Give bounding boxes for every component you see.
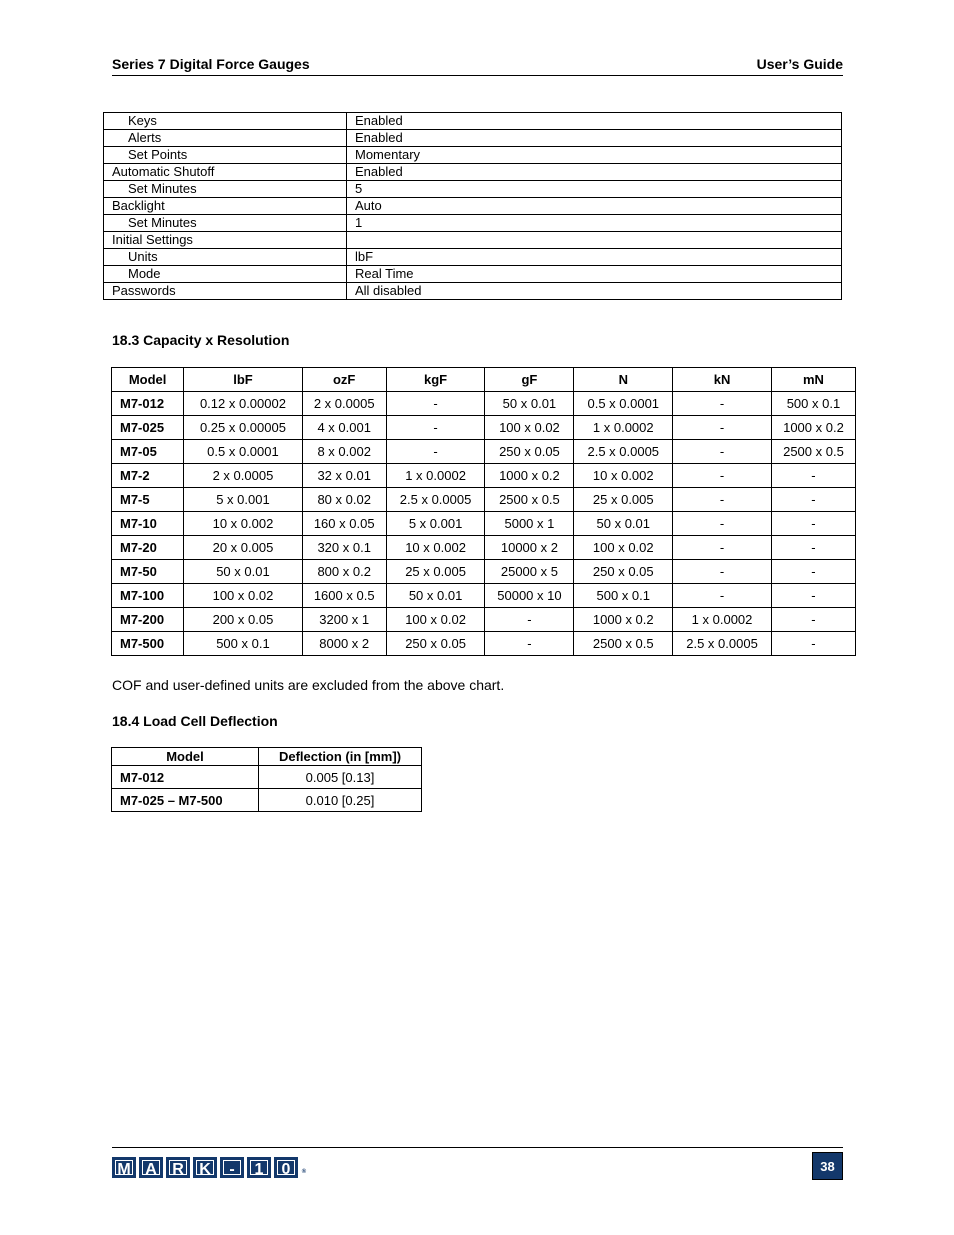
column-header: Model	[112, 748, 259, 766]
capacity-cell: -	[771, 464, 855, 488]
model-cell: M7-20	[112, 536, 184, 560]
table-row	[112, 512, 856, 536]
page-header	[112, 56, 843, 76]
setting-value: Momentary	[347, 147, 842, 164]
capacity-cell: 0.25 x 0.00005	[184, 416, 302, 440]
capacity-cell: -	[673, 560, 772, 584]
setting-name: Set Minutes	[104, 215, 347, 232]
capacity-cell: -	[771, 488, 855, 512]
setting-value	[347, 232, 842, 249]
table-row	[112, 608, 856, 632]
setting-value: Real Time	[347, 266, 842, 283]
capacity-cell: 5 x 0.001	[184, 488, 302, 512]
section-heading-deflection: 18.4 Load Cell Deflection	[112, 713, 278, 729]
capacity-cell: 250 x 0.05	[485, 440, 574, 464]
capacity-cell: 50000 x 10	[485, 584, 574, 608]
capacity-cell: 1000 x 0.2	[771, 416, 855, 440]
column-header: kgF	[386, 368, 485, 392]
capacity-cell: 50 x 0.01	[184, 560, 302, 584]
capacity-header-row	[112, 368, 856, 392]
capacity-cell: 50 x 0.01	[386, 584, 485, 608]
capacity-cell: -	[386, 416, 485, 440]
settings-row	[104, 283, 842, 300]
model-cell: M7-50	[112, 560, 184, 584]
capacity-cell: 500 x 0.1	[771, 392, 855, 416]
capacity-resolution-table	[111, 367, 856, 656]
capacity-cell: 10000 x 2	[485, 536, 574, 560]
setting-value: Enabled	[347, 113, 842, 130]
capacity-cell: 2500 x 0.5	[485, 488, 574, 512]
logo-letter: -	[220, 1157, 244, 1178]
capacity-cell: 25 x 0.005	[386, 560, 485, 584]
column-header: ozF	[302, 368, 386, 392]
setting-name: Set Points	[104, 147, 347, 164]
capacity-cell: 1000 x 0.2	[574, 608, 673, 632]
table-row	[112, 560, 856, 584]
settings-row	[104, 266, 842, 283]
capacity-cell: 10 x 0.002	[574, 464, 673, 488]
capacity-cell: -	[673, 488, 772, 512]
capacity-cell: 100 x 0.02	[485, 416, 574, 440]
setting-value: lbF	[347, 249, 842, 266]
capacity-cell: 1000 x 0.2	[485, 464, 574, 488]
capacity-cell: 2.5 x 0.0005	[673, 632, 772, 656]
column-header: Deflection (in [mm])	[259, 748, 422, 766]
capacity-cell: 1 x 0.0002	[386, 464, 485, 488]
setting-name: Automatic Shutoff	[104, 164, 347, 181]
capacity-cell: 1 x 0.0002	[574, 416, 673, 440]
capacity-cell: -	[673, 464, 772, 488]
column-header: kN	[673, 368, 772, 392]
capacity-cell: 8 x 0.002	[302, 440, 386, 464]
model-cell: M7-500	[112, 632, 184, 656]
capacity-cell: 250 x 0.05	[386, 632, 485, 656]
column-header: lbF	[184, 368, 302, 392]
capacity-cell: 2 x 0.0005	[302, 392, 386, 416]
settings-row	[104, 130, 842, 147]
logo-letter: M	[112, 1157, 136, 1178]
capacity-cell: 4 x 0.001	[302, 416, 386, 440]
footer-divider	[112, 1147, 843, 1148]
setting-name: Keys	[104, 113, 347, 130]
capacity-cell: -	[771, 512, 855, 536]
capacity-cell: -	[771, 560, 855, 584]
settings-row	[104, 232, 842, 249]
logo-letter: R	[166, 1157, 190, 1178]
capacity-cell: 2 x 0.0005	[184, 464, 302, 488]
capacity-cell: 10 x 0.002	[184, 512, 302, 536]
guide-label: User’s Guide	[756, 56, 843, 72]
setting-name: Units	[104, 249, 347, 266]
capacity-cell: 800 x 0.2	[302, 560, 386, 584]
settings-row	[104, 181, 842, 198]
capacity-cell: -	[673, 536, 772, 560]
table-row	[112, 632, 856, 656]
setting-value: Enabled	[347, 130, 842, 147]
capacity-cell: -	[771, 632, 855, 656]
model-cell: M7-10	[112, 512, 184, 536]
model-cell: M7-200	[112, 608, 184, 632]
load-cell-deflection-table	[111, 747, 422, 812]
capacity-cell: 20 x 0.005	[184, 536, 302, 560]
capacity-cell: 3200 x 1	[302, 608, 386, 632]
settings-row	[104, 215, 842, 232]
table-row	[112, 488, 856, 512]
capacity-cell: 10 x 0.002	[386, 536, 485, 560]
logo-letter: 1	[247, 1157, 271, 1178]
settings-row	[104, 249, 842, 266]
table-row	[112, 766, 422, 789]
capacity-cell: -	[673, 584, 772, 608]
model-cell: M7-100	[112, 584, 184, 608]
setting-name: Alerts	[104, 130, 347, 147]
capacity-cell: -	[771, 536, 855, 560]
column-header: N	[574, 368, 673, 392]
settings-table	[103, 112, 842, 300]
capacity-cell: -	[485, 632, 574, 656]
table-row	[112, 416, 856, 440]
capacity-cell: 500 x 0.1	[574, 584, 673, 608]
setting-value: 5	[347, 181, 842, 198]
section-heading-capacity: 18.3 Capacity x Resolution	[112, 332, 290, 348]
mark-10-logo	[112, 1157, 307, 1178]
setting-value: 1	[347, 215, 842, 232]
capacity-cell: 0.5 x 0.0001	[574, 392, 673, 416]
setting-name: Backlight	[104, 198, 347, 215]
deflection-cell: 0.005 [0.13]	[259, 766, 422, 789]
capacity-cell: -	[673, 512, 772, 536]
capacity-cell: 2500 x 0.5	[771, 440, 855, 464]
page-number: 38	[812, 1152, 843, 1180]
capacity-note: COF and user-defined units are excluded from the above chart.	[112, 677, 505, 693]
deflection-header-row	[112, 748, 422, 766]
table-row	[112, 789, 422, 812]
deflection-cell: 0.010 [0.25]	[259, 789, 422, 812]
model-cell: M7-025	[112, 416, 184, 440]
capacity-cell: -	[485, 608, 574, 632]
model-cell: M7-2	[112, 464, 184, 488]
table-row	[112, 440, 856, 464]
document-title: Series 7 Digital Force Gauges	[112, 56, 310, 72]
capacity-cell: 8000 x 2	[302, 632, 386, 656]
column-header: mN	[771, 368, 855, 392]
table-row	[112, 464, 856, 488]
column-header: gF	[485, 368, 574, 392]
setting-name: Set Minutes	[104, 181, 347, 198]
setting-name: Passwords	[104, 283, 347, 300]
model-cell: M7-5	[112, 488, 184, 512]
capacity-cell: 100 x 0.02	[184, 584, 302, 608]
capacity-cell: 5 x 0.001	[386, 512, 485, 536]
capacity-cell: 1600 x 0.5	[302, 584, 386, 608]
column-header: Model	[112, 368, 184, 392]
logo-letter: A	[139, 1157, 163, 1178]
capacity-cell: 250 x 0.05	[574, 560, 673, 584]
capacity-cell: -	[673, 440, 772, 464]
settings-row	[104, 113, 842, 130]
capacity-cell: 160 x 0.05	[302, 512, 386, 536]
capacity-cell: 25 x 0.005	[574, 488, 673, 512]
capacity-cell: 2.5 x 0.0005	[574, 440, 673, 464]
settings-row	[104, 147, 842, 164]
capacity-cell: 500 x 0.1	[184, 632, 302, 656]
capacity-cell: -	[673, 392, 772, 416]
capacity-cell: 50 x 0.01	[485, 392, 574, 416]
settings-row	[104, 164, 842, 181]
capacity-cell: -	[386, 440, 485, 464]
capacity-cell: 1 x 0.0002	[673, 608, 772, 632]
setting-name: Mode	[104, 266, 347, 283]
logo-letter: K	[193, 1157, 217, 1178]
logo-letter: 0	[274, 1157, 298, 1178]
setting-value: All disabled	[347, 283, 842, 300]
capacity-cell: -	[771, 584, 855, 608]
setting-value: Enabled	[347, 164, 842, 181]
capacity-cell: 50 x 0.01	[574, 512, 673, 536]
capacity-cell: 320 x 0.1	[302, 536, 386, 560]
model-cell: M7-025 – M7-500	[112, 789, 259, 812]
capacity-cell: 200 x 0.05	[184, 608, 302, 632]
capacity-cell: 25000 x 5	[485, 560, 574, 584]
capacity-cell: 0.12 x 0.00002	[184, 392, 302, 416]
registered-mark-icon: ®	[301, 1169, 307, 1175]
capacity-cell: 100 x 0.02	[386, 608, 485, 632]
capacity-cell: 2.5 x 0.0005	[386, 488, 485, 512]
settings-row	[104, 198, 842, 215]
table-row	[112, 536, 856, 560]
capacity-cell: 2500 x 0.5	[574, 632, 673, 656]
model-cell: M7-012	[112, 766, 259, 789]
setting-value: Auto	[347, 198, 842, 215]
setting-name: Initial Settings	[104, 232, 347, 249]
model-cell: M7-012	[112, 392, 184, 416]
capacity-cell: 32 x 0.01	[302, 464, 386, 488]
capacity-cell: 5000 x 1	[485, 512, 574, 536]
table-row	[112, 584, 856, 608]
capacity-cell: 0.5 x 0.0001	[184, 440, 302, 464]
capacity-cell: -	[673, 416, 772, 440]
capacity-cell: 80 x 0.02	[302, 488, 386, 512]
capacity-cell: -	[771, 608, 855, 632]
table-row	[112, 392, 856, 416]
capacity-cell: 100 x 0.02	[574, 536, 673, 560]
capacity-cell: -	[386, 392, 485, 416]
model-cell: M7-05	[112, 440, 184, 464]
